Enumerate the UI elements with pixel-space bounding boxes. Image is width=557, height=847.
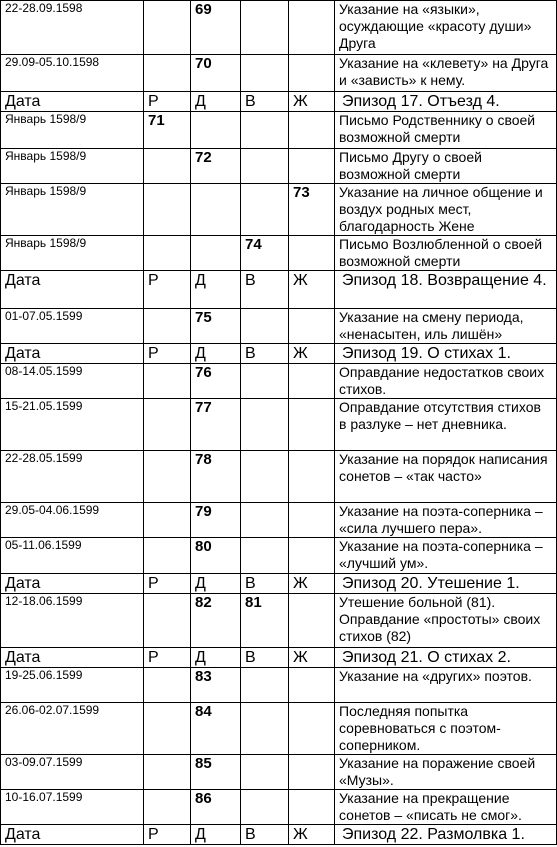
date-cell: 15-21.05.1599 bbox=[1, 399, 144, 451]
empty-cell bbox=[144, 538, 191, 574]
header-date: Дата bbox=[1, 271, 144, 309]
sonnet-row bbox=[1, 668, 557, 703]
sonnet-row bbox=[1, 364, 557, 399]
sonnet-number: 79 bbox=[191, 503, 241, 538]
empty-cell bbox=[144, 364, 191, 399]
empty-cell bbox=[144, 149, 191, 184]
empty-cell bbox=[144, 55, 191, 92]
header-zh: Ж bbox=[289, 825, 335, 845]
description-cell: Утешение больной (81). Оправдание «простоты» своих стихов (82) bbox=[335, 594, 557, 648]
empty-cell bbox=[191, 112, 241, 149]
header-r: Р bbox=[144, 825, 191, 845]
date-cell: 22-28.05.1599 bbox=[1, 451, 144, 503]
sonnet-row bbox=[1, 790, 557, 825]
description-cell: Письмо Возлюбленной о своей возможной смерти bbox=[335, 236, 557, 271]
sonnet-number: 75 bbox=[191, 309, 241, 344]
description-cell: Письмо Родственнику о своей возможной смерти bbox=[335, 112, 557, 149]
empty-cell bbox=[191, 236, 241, 271]
sonnet-row bbox=[1, 755, 557, 790]
empty-cell bbox=[144, 1, 191, 55]
episode-title: Эпизод 21. О стихах 2. bbox=[335, 648, 557, 668]
sonnet-number: 86 bbox=[191, 790, 241, 825]
empty-cell bbox=[241, 538, 289, 574]
empty-cell bbox=[241, 399, 289, 451]
header-d: Д bbox=[191, 574, 241, 594]
episode-header-row bbox=[1, 825, 557, 845]
sonnet-number: 80 bbox=[191, 538, 241, 574]
header-zh: Ж bbox=[289, 574, 335, 594]
episode-header-row bbox=[1, 92, 557, 112]
empty-cell bbox=[289, 149, 335, 184]
sonnet-row bbox=[1, 503, 557, 538]
description-cell: Оправдание недостатков своих стихов. bbox=[335, 364, 557, 399]
header-r: Р bbox=[144, 271, 191, 309]
header-v: В bbox=[241, 825, 289, 845]
description-cell: Указание на «языки», осуждающие «красоту души» Друга bbox=[335, 1, 557, 55]
empty-cell bbox=[241, 309, 289, 344]
sonnet-number: 74 bbox=[241, 236, 289, 271]
description-cell: Указание на личное общение и воздух родных мест, благодарность Жене bbox=[335, 184, 557, 236]
date-cell: 08-14.05.1599 bbox=[1, 364, 144, 399]
sonnet-row bbox=[1, 451, 557, 503]
header-r: Р bbox=[144, 648, 191, 668]
header-r: Р bbox=[144, 574, 191, 594]
empty-cell bbox=[241, 149, 289, 184]
empty-cell bbox=[144, 236, 191, 271]
sonnet-number: 73 bbox=[289, 184, 335, 236]
date-cell: 29.05-04.06.1599 bbox=[1, 503, 144, 538]
sonnet-number: 81 bbox=[241, 594, 289, 648]
header-date: Дата bbox=[1, 574, 144, 594]
description-cell: Указание на смену периода, «ненасытен, иль лишён» bbox=[335, 309, 557, 344]
header-d: Д bbox=[191, 648, 241, 668]
header-v: В bbox=[241, 648, 289, 668]
date-cell: Январь 1598/9 bbox=[1, 236, 144, 271]
sonnet-row bbox=[1, 399, 557, 451]
empty-cell bbox=[289, 503, 335, 538]
sonnet-number: 82 bbox=[191, 594, 241, 648]
sonnet-number: 69 bbox=[191, 1, 241, 55]
empty-cell bbox=[241, 503, 289, 538]
header-d: Д bbox=[191, 344, 241, 364]
empty-cell bbox=[241, 451, 289, 503]
episode-header-row bbox=[1, 271, 557, 309]
date-cell: 12-18.06.1599 bbox=[1, 594, 144, 648]
date-cell: 19-25.06.1599 bbox=[1, 668, 144, 703]
header-date: Дата bbox=[1, 92, 144, 112]
sonnet-row bbox=[1, 1, 557, 55]
sonnet-row bbox=[1, 309, 557, 344]
header-date: Дата bbox=[1, 344, 144, 364]
description-cell: Указание на порядок написания сонетов – «так часто» bbox=[335, 451, 557, 503]
empty-cell bbox=[289, 755, 335, 790]
date-cell: 29.09-05.10.1598 bbox=[1, 55, 144, 92]
episode-header-row bbox=[1, 344, 557, 364]
header-zh: Ж bbox=[289, 92, 335, 112]
empty-cell bbox=[144, 451, 191, 503]
header-zh: Ж bbox=[289, 271, 335, 309]
header-date: Дата bbox=[1, 825, 144, 845]
header-r: Р bbox=[144, 92, 191, 112]
empty-cell bbox=[289, 668, 335, 703]
empty-cell bbox=[241, 790, 289, 825]
date-cell: 03-09.07.1599 bbox=[1, 755, 144, 790]
header-date: Дата bbox=[1, 648, 144, 668]
sonnet-number: 76 bbox=[191, 364, 241, 399]
description-cell: Указание на поражение своей «Музы». bbox=[335, 755, 557, 790]
date-cell: 10-16.07.1599 bbox=[1, 790, 144, 825]
episode-header-row bbox=[1, 574, 557, 594]
chronology-table-body bbox=[1, 1, 557, 845]
sonnet-number: 77 bbox=[191, 399, 241, 451]
header-zh: Ж bbox=[289, 648, 335, 668]
date-cell: 05-11.06.1599 bbox=[1, 538, 144, 574]
empty-cell bbox=[289, 55, 335, 92]
empty-cell bbox=[144, 790, 191, 825]
sonnet-row bbox=[1, 538, 557, 574]
description-cell: Указание на прекращение сонетов – «писать не смог». bbox=[335, 790, 557, 825]
episode-title: Эпизод 22. Размолвка 1. bbox=[335, 825, 557, 845]
empty-cell bbox=[144, 668, 191, 703]
date-cell: 22-28.09.1598 bbox=[1, 1, 144, 55]
empty-cell bbox=[191, 184, 241, 236]
empty-cell bbox=[289, 594, 335, 648]
sonnet-row bbox=[1, 184, 557, 236]
empty-cell bbox=[289, 790, 335, 825]
sonnet-number: 72 bbox=[191, 149, 241, 184]
empty-cell bbox=[144, 309, 191, 344]
empty-cell bbox=[144, 703, 191, 755]
date-cell: 26.06-02.07.1599 bbox=[1, 703, 144, 755]
empty-cell bbox=[289, 236, 335, 271]
sonnet-number: 84 bbox=[191, 703, 241, 755]
episode-title: Эпизод 18. Возвращение 4. bbox=[335, 271, 557, 309]
header-r: Р bbox=[144, 344, 191, 364]
empty-cell bbox=[241, 112, 289, 149]
empty-cell bbox=[289, 399, 335, 451]
header-d: Д bbox=[191, 825, 241, 845]
date-cell: Январь 1598/9 bbox=[1, 112, 144, 149]
sonnet-row bbox=[1, 55, 557, 92]
empty-cell bbox=[241, 703, 289, 755]
sonnet-number: 78 bbox=[191, 451, 241, 503]
header-v: В bbox=[241, 344, 289, 364]
description-cell: Указание на поэта-соперника – «сила лучшего пера». bbox=[335, 503, 557, 538]
empty-cell bbox=[144, 755, 191, 790]
sonnet-number: 71 bbox=[144, 112, 191, 149]
description-cell: Указание на «клевету» на Друга и «зависть» к нему. bbox=[335, 55, 557, 92]
header-zh: Ж bbox=[289, 344, 335, 364]
header-d: Д bbox=[191, 271, 241, 309]
description-cell: Указание на поэта-соперника – «лучший ум». bbox=[335, 538, 557, 574]
empty-cell bbox=[241, 55, 289, 92]
sonnet-row bbox=[1, 112, 557, 149]
empty-cell bbox=[289, 538, 335, 574]
header-d: Д bbox=[191, 92, 241, 112]
empty-cell bbox=[289, 112, 335, 149]
sonnet-row bbox=[1, 594, 557, 648]
empty-cell bbox=[289, 451, 335, 503]
empty-cell bbox=[241, 364, 289, 399]
empty-cell bbox=[241, 755, 289, 790]
episode-header-row bbox=[1, 648, 557, 668]
empty-cell bbox=[144, 399, 191, 451]
header-v: В bbox=[241, 574, 289, 594]
empty-cell bbox=[144, 594, 191, 648]
sonnet-number: 70 bbox=[191, 55, 241, 92]
episode-title: Эпизод 17. Отъезд 4. bbox=[335, 92, 557, 112]
empty-cell bbox=[144, 503, 191, 538]
description-cell: Письмо Другу о своей возможной смерти bbox=[335, 149, 557, 184]
empty-cell bbox=[241, 1, 289, 55]
header-v: В bbox=[241, 271, 289, 309]
empty-cell bbox=[289, 364, 335, 399]
sonnet-row bbox=[1, 149, 557, 184]
sonnet-number: 83 bbox=[191, 668, 241, 703]
date-cell: Январь 1598/9 bbox=[1, 149, 144, 184]
description-cell: Последняя попытка соревноваться с поэтом-соперником. bbox=[335, 703, 557, 755]
sonnet-number: 85 bbox=[191, 755, 241, 790]
header-v: В bbox=[241, 92, 289, 112]
sonnet-row bbox=[1, 703, 557, 755]
empty-cell bbox=[289, 703, 335, 755]
description-cell: Указание на «других» поэтов. bbox=[335, 668, 557, 703]
empty-cell bbox=[144, 184, 191, 236]
sonnet-row bbox=[1, 236, 557, 271]
date-cell: Январь 1598/9 bbox=[1, 184, 144, 236]
date-cell: 01-07.05.1599 bbox=[1, 309, 144, 344]
empty-cell bbox=[241, 184, 289, 236]
episode-title: Эпизод 20. Утешение 1. bbox=[335, 574, 557, 594]
episode-title: Эпизод 19. О стихах 1. bbox=[335, 344, 557, 364]
empty-cell bbox=[289, 309, 335, 344]
description-cell: Оправдание отсутствия стихов в разлуке – нет дневника. bbox=[335, 399, 557, 451]
empty-cell bbox=[289, 1, 335, 55]
empty-cell bbox=[241, 668, 289, 703]
